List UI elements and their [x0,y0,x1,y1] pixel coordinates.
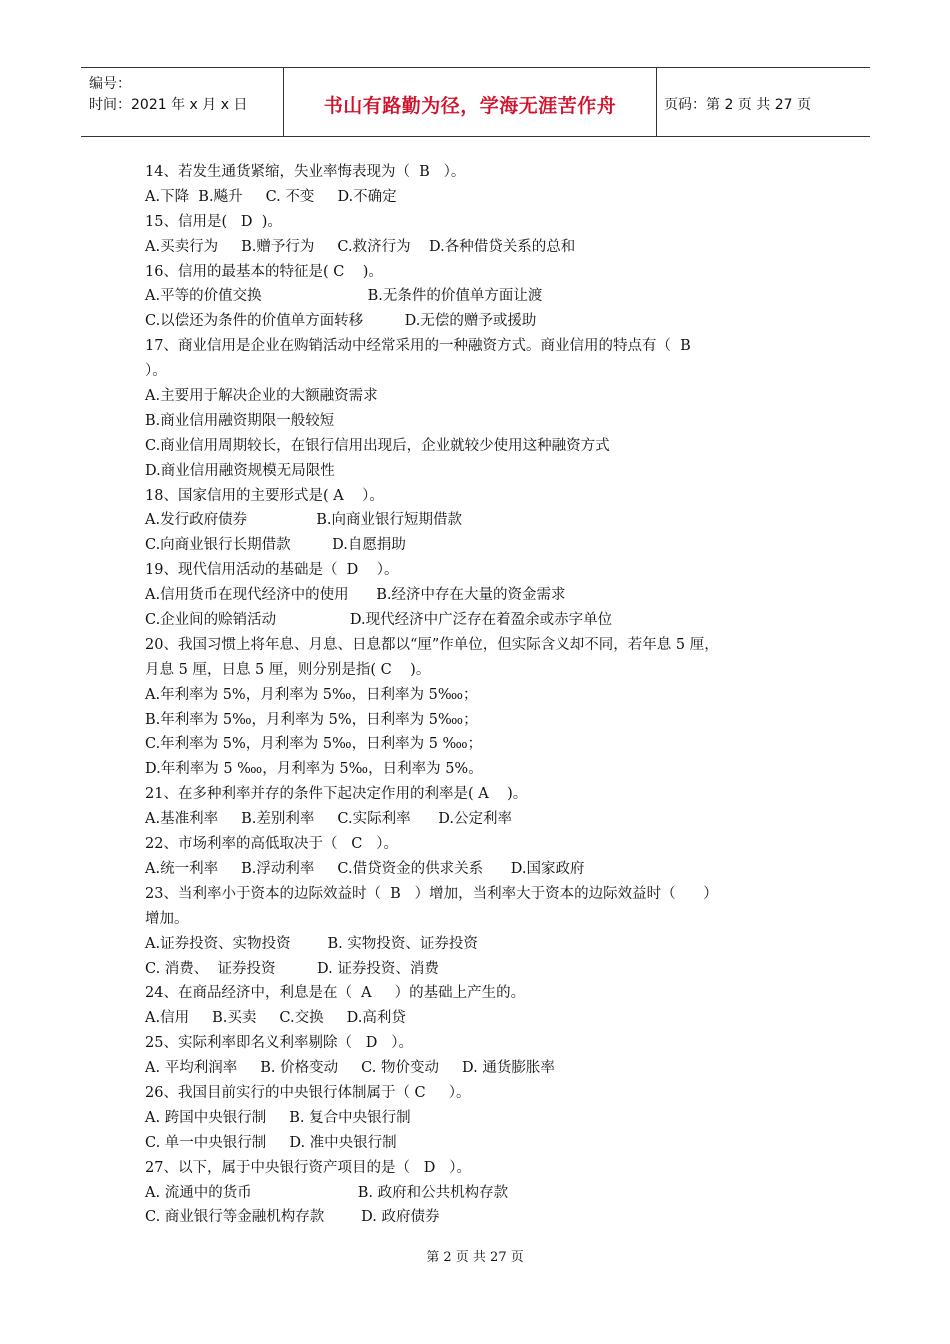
text-line: B.年利率为 5‰，月利率为 5%，日利率为 5‱； [145,711,478,728]
text-line: 24、在商品经济中，利息是在（ A ）的基础上产生的。 [145,985,526,1002]
text-line: A.统一利率 B.浮动利率 C.借贷资金的供求关系 D.国家政府 [145,860,585,877]
text-line: D.年利率为 5 ‱，月利率为 5‰，日利率为 5%。 [145,761,483,778]
text-line: A. 跨国中央银行制 B. 复合中央银行制 [145,1109,411,1126]
text-line: A.证券投资、实物投资 B. 实物投资、证券投资 [145,935,478,952]
text-line: 23、当利率小于资本的边际效益时（ B ）增加，当利率大于资本的边际效益时（ ） [145,885,718,902]
header-page-cell [656,68,870,136]
text-line: A.买卖行为 B.赠予行为 C.救济行为 D.各种借贷关系的总和 [145,238,576,255]
text-line: A. 流通中的货币 B. 政府和公共机构存款 [145,1184,509,1201]
header-motto: 书山有路勤为径，学海无涯苦作舟 [323,95,617,117]
text-line: C.向商业银行长期借款 D.自愿捐助 [145,537,406,554]
text-line: D.商业信用融资规模无局限性 [145,462,335,479]
document-number-label: 编号： [89,76,131,92]
text-line: C.年利率为 5%，月利率为 5‰，日利率为 5 ‱； [145,736,483,753]
text-line: 21、在多种利率并存的条件下起决定作用的利率是( A )。 [145,786,528,803]
header-page-number: 页码：第 2 页 共 27 页 [664,97,811,113]
page-footer: 第 2 页 共 27 页 [426,1250,524,1265]
text-line: 18、国家信用的主要形式是( A ）。 [145,487,384,504]
text-line: A.下降 B.飚升 C. 不变 D.不确定 [145,188,397,205]
document-date-label: 时间：2021 年 x 月 x 日 [89,97,248,113]
text-line: C.商业信用周期较长，在银行信用出现后，企业就较少使用这种融资方式 [145,437,610,454]
text-line: 25、实际利率即名义利率剔除（ D ）。 [145,1035,413,1052]
text-line: 19、现代信用活动的基础是（ D ）。 [145,562,399,579]
text-line: A.发行政府债券 B.向商业银行短期借款 [145,512,462,529]
header-motto-cell [283,68,657,136]
header-info-cell [81,68,283,136]
text-line: 增加。 [145,910,189,927]
text-line: ）。 [145,363,167,380]
page-header [81,67,870,137]
text-line: C.企业间的赊销活动 D.现代经济中广泛存在着盈余或赤字单位 [145,612,613,629]
text-line: C. 消费、 证券投资 D. 证券投资、消费 [145,960,439,977]
text-line: 月息 5 厘，日息 5 厘，则分别是指( C )。 [145,661,431,678]
text-line: A.年利率为 5%，月利率为 5‰，日利率为 5‱； [145,686,478,703]
text-line: C. 商业银行等金融机构存款 D. 政府债券 [145,1209,440,1226]
text-line: 14、若发生通货紧缩，失业率悔表现为（ B ）。 [145,164,466,180]
text-line: A.平等的价值交换 B.无条件的价值单方面让渡 [145,288,543,305]
text-line: C.以偿还为条件的价值单方面转移 D.无偿的赠予或援助 [145,313,537,330]
text-line: 27、以下，属于中央银行资产项目的是（ D ）。 [145,1159,471,1176]
text-line: B.商业信用融资期限一般较短 [145,412,335,429]
text-line: A.基准利率 B.差别利率 C.实际利率 D.公定利率 [145,811,512,828]
text-line: 16、信用的最基本的特征是( C )。 [145,263,383,280]
text-line: 26、我国目前实行的中央银行体制属于（ C ）。 [145,1084,471,1101]
text-line: 22、市场利率的高低取决于（ C ）。 [145,836,398,853]
text-line: C. 单一中央银行制 D. 准中央银行制 [145,1134,397,1151]
text-line: A. 平均利润率 B. 价格变动 C. 物价变动 D. 通货膨胀率 [145,1060,555,1077]
text-line: 20、我国习惯上将年息、月息、日息都以“厘”作单位，但实际含义却不同，若年息 5 厘， [145,636,719,653]
text-line: 17、商业信用是企业在购销活动中经常采用的一种融资方式。商业信用的特点有（ B [145,338,691,355]
text-line: A.信用货币在现代经济中的使用 B.经济中存在大量的资金需求 [145,587,566,604]
text-line: A.主要用于解决企业的大额融资需求 [145,388,378,405]
document-body [145,160,835,1230]
text-line: A.信用 B.买卖 C.交换 D.高利贷 [145,1010,406,1027]
text-line: 15、信用是( D )。 [145,213,282,230]
